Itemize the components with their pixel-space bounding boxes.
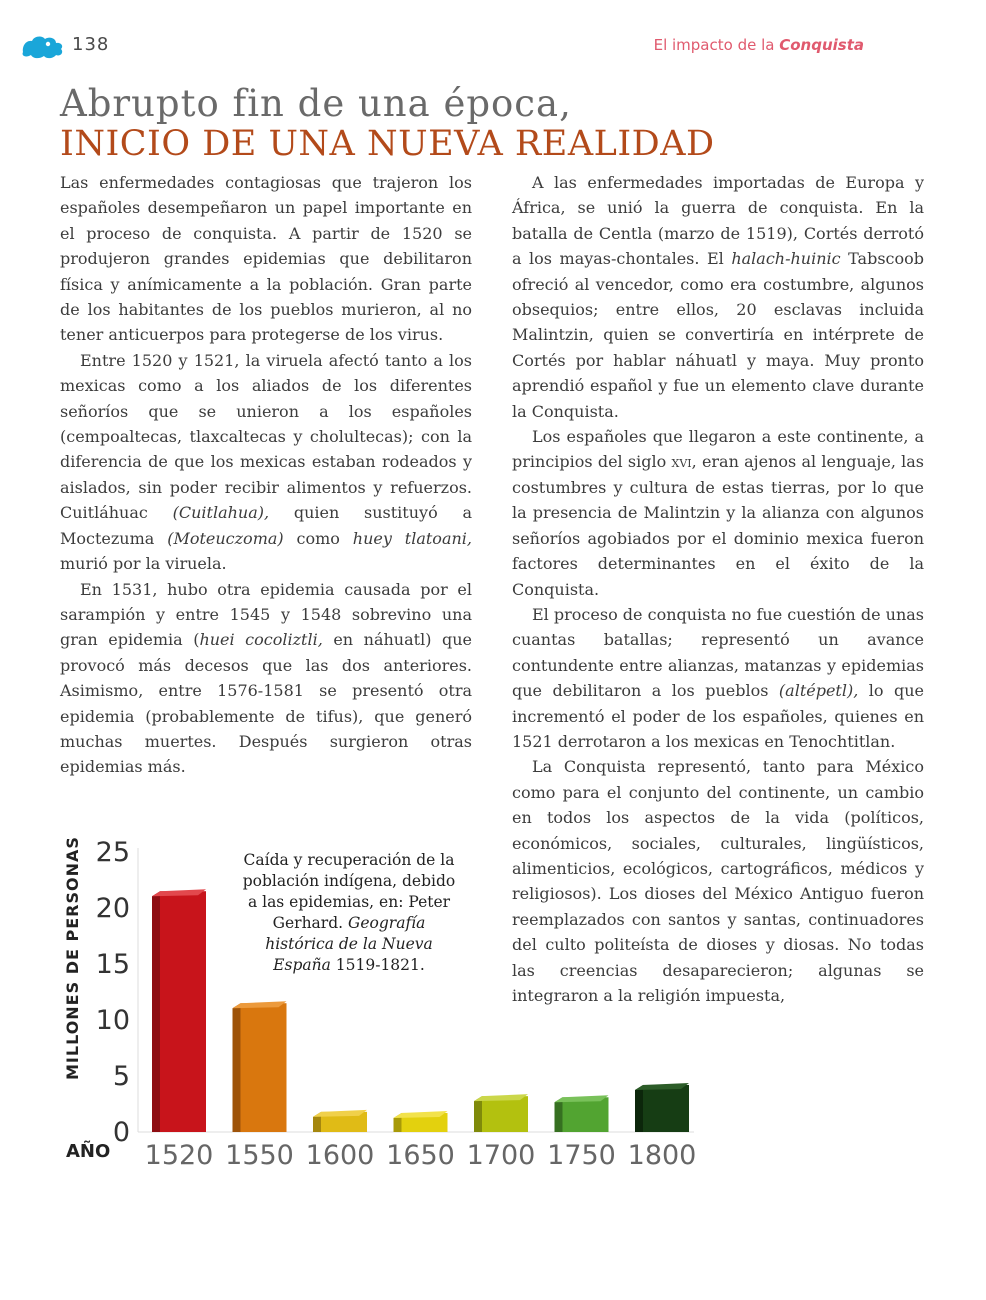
x-tick-label: 1520: [144, 1140, 214, 1171]
text-italic: (Cuitlahua),: [172, 503, 270, 523]
text-italic: (altépetl),: [778, 681, 859, 701]
paragraph: [60, 348, 472, 577]
bar-1800: [635, 1083, 689, 1132]
bar-1650: [394, 1111, 448, 1132]
text-smallcaps: xvi: [671, 452, 692, 472]
text-run: quien sustituyó a Moctezuma: [60, 503, 472, 548]
x-tick-label: 1700: [466, 1140, 536, 1171]
text-run: En 1531, hubo otra epidemia causada por el sarampión y entre 1545 y 1548 sobrevino una gran epidemia (: [60, 579, 472, 650]
y-tick-label: 0: [112, 1117, 130, 1148]
bar-top: [233, 1001, 287, 1008]
bar-top: [152, 889, 206, 896]
running-head-prefix: El impacto de la: [653, 36, 780, 54]
x-tick-label: 1550: [225, 1140, 294, 1171]
bar-1520: [152, 889, 206, 1132]
running-head: [654, 36, 864, 54]
y-tick-label: 20: [95, 893, 130, 924]
x-axis-label: AÑO: [66, 1141, 111, 1162]
page-title: Abrupto fin de una época,: [60, 82, 572, 125]
bar-1550: [233, 1001, 287, 1132]
running-head-emphasis: Conquista: [779, 36, 864, 54]
bar-1600: [313, 1110, 367, 1132]
bar-side: [233, 1003, 241, 1132]
y-axis-label: MILLONES DE PERSONAS: [63, 836, 82, 1080]
text-italic: huey tlatoani,: [352, 528, 472, 548]
x-tick-label: 1600: [305, 1140, 375, 1171]
paragraph: [512, 602, 924, 754]
y-tick-label: 5: [112, 1061, 130, 1092]
text-run: , eran ajenos al lenguaje, las costumbres y cultura de estas tierras, por lo que la presencia de Malintzin y la alianza con algunos señoríos agobiados por el dominio mexica fueron factores determinantes en el éxito de la Conquista.: [512, 452, 925, 599]
bar-side: [555, 1097, 563, 1132]
text-run: en náhuatl) que provocó más decesos que las dos anteriores. Asimismo, entre 1576-1581 se presentó otra epidemia (probablemente de tifus), que generó muchas muertes. Después surgieron otras epidemias más.: [60, 630, 472, 777]
text-run: Los españoles que llegaron a este continente, a principios del siglo: [512, 427, 924, 472]
bar-side: [152, 891, 160, 1132]
paragraph: La Conquista representó, tanto para México como para el conjunto del continente, un cambio en todos los aspectos de la vida (políticos, económicos, sociales, culturales, lingüísticos, alimenticios, ecológicos, cartográficos, médicos y religiosos). Los dioses del México Antiguo fueron reemplazados con santos y santas, continuadores del culto politeísta de dioses y diosas. No todas las creencias desaparecieron; algunas se integraron a la religión impuesta,: [512, 757, 924, 1005]
paragraph: [512, 424, 924, 602]
chart-caption: [238, 850, 460, 976]
bar-front: [482, 1096, 528, 1132]
text-run: A las enfermedades importadas de Europa y África, se unió la guerra de conquista. En la batalla de Centla (marzo de 1519), Cortés derrotó a los mayas-chontales. El: [512, 173, 924, 269]
bar-side: [635, 1085, 643, 1132]
page-number: 138: [72, 34, 110, 55]
page-subtitle: INICIO DE UNA NUEVA REALIDAD: [60, 124, 715, 164]
text-run: Tabscoob ofreció al vencedor, como era costumbre, algunos obsequios; entre ellos, 20 esclavas incluida Malintzin, quien se convertiría en intérprete de Cortés por hablar náhuatl y maya. Muy pronto aprendió español y fue un elemento clave durante la Conquista.: [512, 249, 924, 421]
text-italic: (Moteuczoma): [167, 528, 284, 548]
text-italic: huei cocoliztli,: [199, 630, 323, 650]
body-column-left: [60, 170, 472, 780]
chapter-logo-icon: [20, 34, 64, 60]
text-run: Entre 1520 y 1521, la viruela afectó tanto a los mexicas como a los aliados de los diferentes señoríos que se unieron a los españoles (cempoaltecas, tlaxcaltecas y cholultecas); con la diferencia de que los mexicas estaban rodeados y aislados, sin poder recibir alimentos y refuerzos. Cuitláhuac: [60, 350, 472, 523]
text-run: El proceso de conquista no fue cuestión de unas cuantas batallas; representó un avance contundente entre alianzas, matanzas y epidemias que debilitaron a los pueblos: [512, 604, 924, 701]
y-tick-label: 15: [95, 949, 130, 980]
bar-front: [643, 1085, 689, 1132]
bar-top: [635, 1083, 689, 1090]
text-italic: halach-huinic: [731, 249, 841, 269]
y-tick-label: 10: [95, 1005, 130, 1036]
bar-front: [241, 1003, 287, 1132]
bar-top: [555, 1095, 609, 1102]
bar-top: [313, 1110, 367, 1117]
paragraph: Las enfermedades contagiosas que trajeron los españoles desempeñaron un papel importante en el proceso de conquista. A partir de 1520 se produjeron grandes epidemias que debilitaron física y anímicamente a la población. Gran parte de los habitantes de los pueblos murieron, al no tener anticuerpos para protegerse de los virus.: [60, 173, 472, 345]
text-run: como: [283, 528, 353, 548]
paragraph: [512, 170, 924, 424]
paragraph: [60, 577, 472, 780]
bar-1750: [555, 1095, 609, 1132]
caption-text: Caída y recuperación de la población indígena, debido a las epidemias, en: Peter Gerhard.: [242, 851, 456, 932]
x-tick-label: 1650: [386, 1140, 455, 1171]
bar-front: [563, 1097, 609, 1132]
bar-top: [474, 1094, 528, 1101]
text-run: murió por la viruela.: [60, 554, 227, 574]
y-tick-label: 25: [95, 837, 130, 868]
x-tick-label: 1750: [547, 1140, 616, 1171]
x-tick-label: 1800: [627, 1140, 697, 1171]
caption-italic: Geografía histórica de la Nueva España: [265, 914, 433, 974]
bar-top: [394, 1111, 448, 1118]
caption-text: 1519-1821.: [330, 956, 425, 974]
bar-front: [160, 891, 206, 1132]
bar-side: [474, 1096, 482, 1132]
bar-1700: [474, 1094, 528, 1132]
text-run: lo que incrementó el poder de los españoles, quienes en 1521 derrotaron a los mexicas en Tenochtitlan.: [512, 681, 925, 751]
